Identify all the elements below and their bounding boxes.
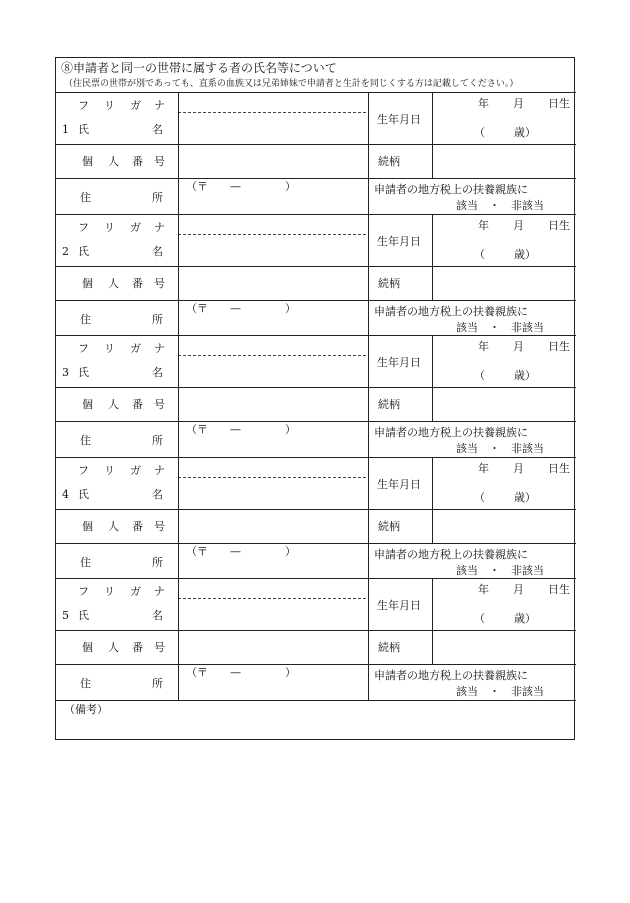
address-char: 所 [152,677,163,690]
age-close: 歳） [514,369,536,382]
furigana-char: ナ [154,463,165,477]
age-open: （ [474,369,485,382]
col-divider [368,457,369,579]
name-char: 名 [152,244,163,258]
dependent-line2: 該当 ・ 非該当 [456,563,544,577]
col-divider [368,335,369,457]
birth-year: 年 [478,97,489,110]
dependent-line2: 該当 ・ 非該当 [456,199,544,212]
birth-year: 年 [478,340,489,353]
kojin-bango-char: 号 [154,398,165,411]
dependent-line1: 申請者の地方税上の扶養親族に [374,547,528,561]
furigana-char: リ [104,220,115,234]
kojin-bango-char: 個 [82,398,93,411]
birth-month: 月 [513,97,524,110]
col-divider [432,214,433,300]
kojin-bango-char: 人 [108,641,119,654]
furigana-char: フ [78,463,89,477]
kojin-bango-char: 人 [108,155,119,168]
dependent-line2: 該当 ・ 非該当 [456,685,544,698]
furigana-divider [178,234,366,235]
person-number: 5 [62,609,69,622]
furigana-char: ナ [154,220,165,234]
age-open: （ [474,612,485,625]
row-divider [56,300,576,301]
birth-day: 日生 [548,218,570,232]
furigana-char: リ [104,585,115,598]
header-divider [56,92,576,93]
kojin-bango-char: 人 [108,276,119,290]
kojin-bango-char: 個 [82,276,93,290]
col-divider [368,578,369,700]
col-divider [432,457,433,543]
col-divider [368,214,369,336]
col-divider [178,457,179,579]
furigana-char: ガ [130,220,141,234]
row-divider [56,664,576,665]
furigana-char: リ [104,463,115,477]
relation-label: 続柄 [378,276,400,290]
birth-month: 月 [513,461,524,475]
row-divider [56,421,576,422]
age-open: （ [474,490,485,504]
dependent-line1: 申請者の地方税上の扶養親族に [374,304,528,318]
kojin-bango-char: 番 [132,519,143,533]
section-title: ⑧申請者と同一の世帯に属する者の氏名等について [61,61,337,75]
birth-date-label: 生年月日 [377,477,421,491]
section-note: （住民票の世帯が別であっても、直系の血族又は兄弟姉妹で申請者と生計を同じくする方は記載してください。） [64,79,519,89]
block-divider [56,700,576,701]
address-char: 住 [80,191,91,204]
kojin-bango-char: 個 [82,155,93,168]
birth-date-label: 生年月日 [377,113,421,126]
col-divider [178,214,179,336]
kojin-bango-char: 人 [108,519,119,533]
birth-month: 月 [513,583,524,596]
dependent-line2: 該当 ・ 非該当 [456,442,544,455]
col-divider [432,335,433,421]
birth-year: 年 [478,461,489,475]
name-char: 氏 [78,123,89,136]
furigana-char: ガ [130,342,141,355]
furigana-char: リ [104,342,115,355]
age-close: 歳） [514,126,536,139]
relation-label: 続柄 [378,519,400,533]
address-char: 住 [80,434,91,447]
col-divider [432,92,433,178]
postal-code: （〒 — ） [186,544,296,558]
kojin-bango-char: 個 [82,641,93,654]
birth-day: 日生 [548,461,570,475]
furigana-char: フ [78,342,89,355]
row-divider [56,387,576,388]
kojin-bango-char: 番 [132,155,143,168]
furigana-char: リ [104,99,115,112]
address-char: 所 [152,312,163,326]
kojin-bango-char: 個 [82,519,93,533]
relation-label: 続柄 [378,155,400,168]
postal-code: （〒 — ） [186,666,296,679]
relation-label: 続柄 [378,398,400,411]
name-char: 名 [152,366,163,379]
address-char: 住 [80,312,91,326]
kojin-bango-char: 番 [132,398,143,411]
furigana-divider [178,112,366,113]
kojin-bango-char: 番 [132,276,143,290]
furigana-char: フ [78,585,89,598]
postal-code: （〒 — ） [186,180,296,193]
birth-month: 月 [513,218,524,232]
name-char: 名 [152,123,163,136]
name-char: 氏 [78,609,89,622]
block-divider [56,214,576,215]
furigana-divider [178,355,366,356]
address-char: 住 [80,677,91,690]
remarks-label: （備考） [64,702,108,716]
household-members-form [55,57,575,740]
age-open: （ [474,247,485,261]
age-open: （ [474,126,485,139]
furigana-char: ナ [154,99,165,112]
name-char: 名 [152,609,163,622]
kojin-bango-char: 号 [154,276,165,290]
address-char: 住 [80,555,91,569]
person-number: 2 [62,244,69,258]
address-char: 所 [152,555,163,569]
row-divider [56,630,576,631]
row-divider [56,178,576,179]
birth-date-label: 生年月日 [377,234,421,248]
dependent-line1: 申請者の地方税上の扶養親族に [374,426,528,439]
dependent-line1: 申請者の地方税上の扶養親族に [374,669,528,682]
age-close: 歳） [514,247,536,261]
col-divider [368,92,369,214]
birth-year: 年 [478,583,489,596]
birth-date-label: 生年月日 [377,599,421,612]
person-number: 3 [62,366,69,379]
birth-month: 月 [513,340,524,353]
furigana-char: ガ [130,585,141,598]
col-divider [178,92,179,214]
postal-code: （〒 — ） [186,301,296,315]
row-divider [56,509,576,510]
birth-day: 日生 [548,340,570,353]
col-divider [178,335,179,457]
row-divider [56,543,576,544]
birth-day: 日生 [548,583,570,596]
name-char: 氏 [78,244,89,258]
furigana-char: ガ [130,463,141,477]
person-number: 1 [62,123,69,136]
birth-year: 年 [478,218,489,232]
furigana-char: フ [78,99,89,112]
furigana-char: ガ [130,99,141,112]
furigana-char: フ [78,220,89,234]
block-divider [56,578,576,579]
birth-day: 日生 [548,97,570,110]
furigana-char: ナ [154,585,165,598]
furigana-char: ナ [154,342,165,355]
dependent-line1: 申請者の地方税上の扶養親族に [374,183,528,196]
name-char: 名 [152,487,163,501]
name-char: 氏 [78,366,89,379]
furigana-divider [178,598,366,599]
person-number: 4 [62,487,69,501]
col-divider [432,578,433,664]
block-divider [56,335,576,336]
furigana-divider [178,477,366,478]
address-char: 所 [152,434,163,447]
address-char: 所 [152,191,163,204]
relation-label: 続柄 [378,641,400,654]
kojin-bango-char: 号 [154,519,165,533]
name-char: 氏 [78,487,89,501]
birth-date-label: 生年月日 [377,356,421,369]
kojin-bango-char: 号 [154,155,165,168]
age-close: 歳） [514,612,536,625]
dependent-line2: 該当 ・ 非該当 [456,320,544,334]
kojin-bango-char: 番 [132,641,143,654]
row-divider [56,144,576,145]
kojin-bango-char: 人 [108,398,119,411]
col-divider [178,578,179,700]
block-divider [56,457,576,458]
row-divider [56,266,576,267]
age-close: 歳） [514,490,536,504]
postal-code: （〒 — ） [186,423,296,436]
kojin-bango-char: 号 [154,641,165,654]
